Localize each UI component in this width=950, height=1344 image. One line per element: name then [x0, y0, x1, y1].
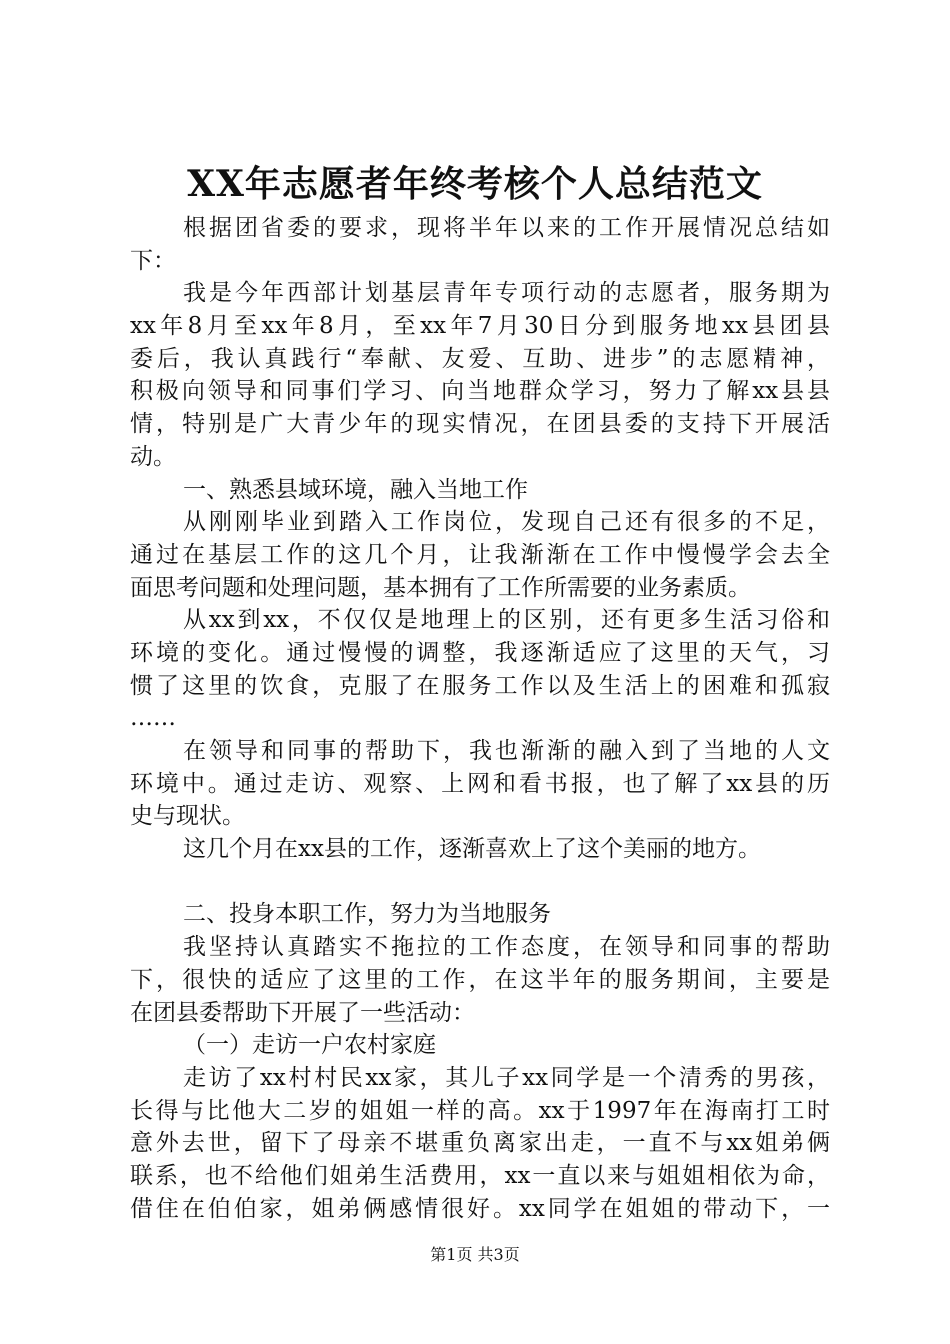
- blank-line: [130, 866, 830, 899]
- text-line: 这几个月在xx县的工作，逐渐喜欢上了这个美丽的地方。: [183, 836, 761, 863]
- text-line: xx年8月至xx年8月，至xx年7月30日分到服务地xx县团县: [130, 313, 830, 340]
- text-line: 长得与比他大二岁的姐姐一样的高。xx于1997年在海南打工时: [130, 1097, 830, 1124]
- text-line: 一、熟悉县域环境，融入当地工作: [183, 476, 528, 503]
- document-title: XX年志愿者年终考核个人总结范文: [187, 163, 763, 205]
- text-line: 从刚刚毕业到踏入工作岗位，发现自己还有很多的不足，: [183, 509, 830, 536]
- text-line: 意外去世，留下了母亲不堪重负离家出走，一直不与xx姐弟俩: [130, 1130, 830, 1157]
- text-line: 根据团省委的要求，现将半年以来的工作开展情况总结如: [183, 215, 830, 241]
- text-line: 环境中。通过走访、观察、上网和看书报，也了解了xx县的历: [130, 770, 830, 797]
- text-line: 在领导和同事的帮助下，我也渐渐的融入到了当地的人文: [183, 738, 830, 764]
- text-line: （一）走访一户农村家庭: [183, 1032, 436, 1059]
- document-body: [130, 212, 830, 1225]
- text-line: 从xx到xx，不仅仅是地理上的区别，还有更多生活习俗和: [183, 607, 830, 634]
- text-line: 积极向领导和同事们学习、向当地群众学习，努力了解xx县县: [130, 378, 830, 405]
- text-line: 走访了xx村村民xx家，其儿子xx同学是一个清秀的男孩，: [183, 1064, 830, 1091]
- text-line: 在团县委帮助下开展了一些活动：: [130, 999, 475, 1026]
- text-line: 通过在基层工作的这几个月，让我渐渐在工作中慢慢学会去全: [130, 541, 830, 568]
- page-footer: 第1页 共3页: [430, 1245, 520, 1264]
- text-line: 动。: [130, 443, 176, 470]
- text-line: 借住在伯伯家，姐弟俩感情很好。xx同学在姐姐的带动下，一: [130, 1195, 830, 1222]
- text-line: 联系，也不给他们姐弟生活费用，xx一直以来与姐姐相依为命，: [130, 1162, 830, 1189]
- text-line: 我坚持认真踏实不拖拉的工作态度，在领导和同事的帮助: [183, 934, 830, 961]
- text-line: 面思考问题和处理问题，基本拥有了工作所需要的业务素质。: [130, 574, 751, 601]
- text-line: 我是今年西部计划基层青年专项行动的志愿者，服务期为: [183, 280, 830, 307]
- text-line: 情，特别是广大青少年的现实情况，在团县委的支持下开展活: [130, 411, 830, 438]
- text-line: 下，很快的适应了这里的工作，在这半年的服务期间，主要是: [130, 966, 830, 993]
- text-line: ……: [130, 705, 176, 732]
- text-line: 下：: [130, 247, 176, 274]
- text-line: 史与现状。: [130, 803, 245, 830]
- text-line: 委后，我认真践行“奉献、友爱、互助、进步”的志愿精神，: [130, 345, 830, 372]
- text-line: 惯了这里的饮食，克服了在服务工作以及生活上的困难和孤寂: [130, 672, 830, 699]
- text-line: 环境的变化。通过慢慢的调整，我逐渐适应了这里的天气，习: [130, 639, 830, 666]
- text-line: 二、投身本职工作，努力为当地服务: [183, 901, 551, 928]
